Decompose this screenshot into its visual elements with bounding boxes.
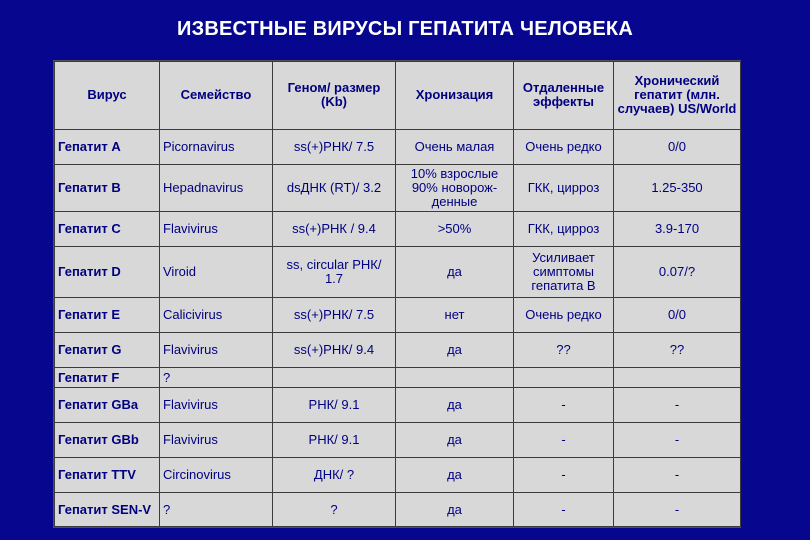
cell-genome: ДНК/ ? (273, 458, 396, 493)
header-family: Семейство (160, 62, 273, 130)
cell-genome: РНК/ 9.1 (273, 388, 396, 423)
cell-late-effects: - (514, 423, 614, 458)
cell-virus: Гепатит G (55, 332, 160, 367)
cell-virus: Гепатит E (55, 298, 160, 333)
cell-family: Hepadnavirus (160, 164, 273, 211)
cell-genome (273, 367, 396, 388)
cell-chronic-hepatitis: 0/0 (614, 298, 741, 333)
cell-chronic-hepatitis: 0.07/? (614, 246, 741, 297)
cell-late-effects (514, 367, 614, 388)
table-row (55, 164, 741, 211)
table-row (55, 129, 741, 164)
cell-virus: Гепатит GBb (55, 423, 160, 458)
cell-genome: РНК/ 9.1 (273, 423, 396, 458)
cell-late-effects: - (514, 388, 614, 423)
cell-chronic: да (396, 423, 514, 458)
cell-virus: Гепатит SEN-V (55, 493, 160, 527)
table-row (55, 388, 741, 423)
cell-family: Calicivirus (160, 298, 273, 333)
cell-genome: ss, circular РНК/ 1.7 (273, 246, 396, 297)
cell-virus: Гепатит TTV (55, 458, 160, 493)
cell-chronic-hepatitis: - (614, 423, 741, 458)
cell-chronic: да (396, 458, 514, 493)
cell-chronic: нет (396, 298, 514, 333)
cell-virus: Гепатит A (55, 129, 160, 164)
header-chronic-hepatitis: Хронический гепатит (млн. случаев) US/World (614, 62, 741, 130)
cell-family: Picornavirus (160, 129, 273, 164)
cell-family: Flavivirus (160, 423, 273, 458)
cell-genome: ? (273, 493, 396, 527)
cell-genome: dsДНК (RT)/ 3.2 (273, 164, 396, 211)
header-late-effects: Отдаленные эффекты (514, 62, 614, 130)
cell-family: Flavivirus (160, 332, 273, 367)
cell-late-effects: - (514, 493, 614, 527)
cell-late-effects: ?? (514, 332, 614, 367)
cell-late-effects: - (514, 458, 614, 493)
table-row (55, 332, 741, 367)
table-row (55, 493, 741, 527)
header-genome: Геном/ размер (Kb) (273, 62, 396, 130)
cell-chronic-hepatitis: 0/0 (614, 129, 741, 164)
cell-family: Flavivirus (160, 211, 273, 246)
cell-chronic-hepatitis (614, 367, 741, 388)
cell-chronic: 10% взрослые 90% новорож-денные (396, 164, 514, 211)
cell-late-effects: Усиливает симптомы гепатита B (514, 246, 614, 297)
cell-chronic (396, 367, 514, 388)
cell-chronic-hepatitis: - (614, 493, 741, 527)
table-header-row (55, 62, 741, 130)
cell-family: Circinovirus (160, 458, 273, 493)
cell-genome: ss(+)РНК/ 7.5 (273, 298, 396, 333)
cell-chronic-hepatitis: 3.9-170 (614, 211, 741, 246)
header-virus: Вирус (55, 62, 160, 130)
cell-virus: Гепатит C (55, 211, 160, 246)
cell-chronic: да (396, 388, 514, 423)
cell-family: ? (160, 493, 273, 527)
table-row (55, 423, 741, 458)
cell-chronic: да (396, 493, 514, 527)
cell-chronic-hepatitis: 1.25-350 (614, 164, 741, 211)
cell-family: ? (160, 367, 273, 388)
cell-chronic-hepatitis: - (614, 388, 741, 423)
cell-genome: ss(+)РНК / 9.4 (273, 211, 396, 246)
hepatitis-viruses-table-wrap (53, 60, 741, 528)
cell-chronic-hepatitis: - (614, 458, 741, 493)
header-chronic: Хронизация (396, 62, 514, 130)
cell-virus: Гепатит B (55, 164, 160, 211)
cell-late-effects: Очень редко (514, 129, 614, 164)
table-row (55, 211, 741, 246)
cell-chronic: да (396, 332, 514, 367)
table-row (55, 246, 741, 297)
table-row (55, 458, 741, 493)
table-row (55, 298, 741, 333)
cell-family: Flavivirus (160, 388, 273, 423)
cell-genome: ss(+)РНК/ 7.5 (273, 129, 396, 164)
cell-virus: Гепатит F (55, 367, 160, 388)
cell-chronic-hepatitis: ?? (614, 332, 741, 367)
cell-chronic: >50% (396, 211, 514, 246)
cell-late-effects: Очень редко (514, 298, 614, 333)
cell-late-effects: ГКК, цирроз (514, 164, 614, 211)
hepatitis-viruses-table (54, 61, 741, 527)
cell-chronic: Очень малая (396, 129, 514, 164)
slide-title: ИЗВЕСТНЫЕ ВИРУСЫ ГЕПАТИТА ЧЕЛОВЕКА (177, 18, 633, 40)
cell-family: Viroid (160, 246, 273, 297)
cell-late-effects: ГКК, цирроз (514, 211, 614, 246)
cell-virus: Гепатит D (55, 246, 160, 297)
cell-genome: ss(+)РНК/ 9.4 (273, 332, 396, 367)
table-row (55, 367, 741, 388)
cell-virus: Гепатит GBa (55, 388, 160, 423)
cell-chronic: да (396, 246, 514, 297)
